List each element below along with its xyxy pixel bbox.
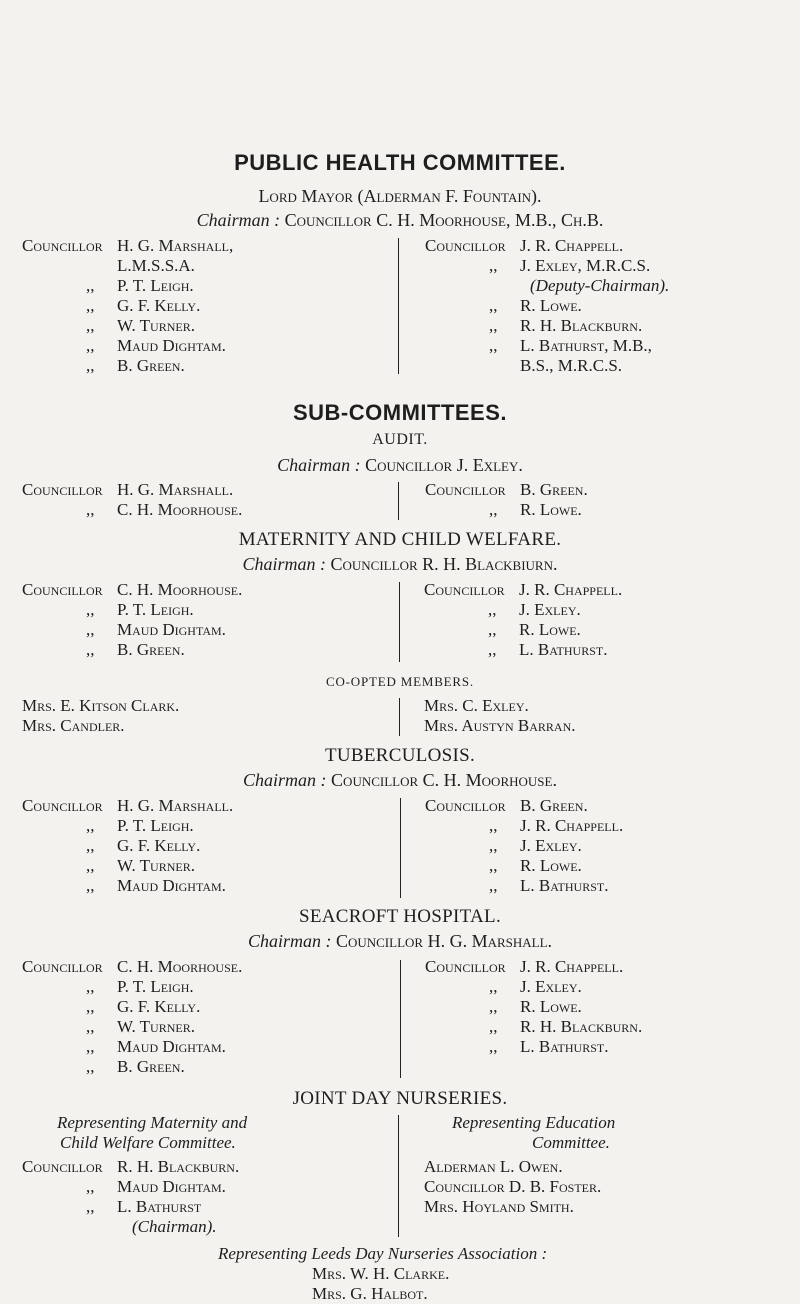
association-member: Mrs. W. H. Clarke. bbox=[312, 1264, 450, 1283]
member-name: J. R. Chappell. bbox=[520, 236, 624, 255]
member-name: Alderman L. Owen. bbox=[424, 1157, 563, 1176]
member-name: Councillor D. B. Foster. bbox=[424, 1177, 602, 1196]
member-name: L. Bathurst bbox=[117, 1197, 202, 1216]
column-divider bbox=[400, 798, 401, 898]
tuberculosis-title: TUBERCULOSIS. bbox=[324, 745, 476, 766]
ditto-mark: ,, bbox=[86, 997, 95, 1016]
member-name: L.M.S.S.A. bbox=[117, 256, 195, 275]
coopted-member: Mrs. Austyn Barran. bbox=[424, 716, 576, 735]
coopted-title: CO-OPTED MEMBERS. bbox=[326, 674, 474, 689]
chairman-label: Chairman : bbox=[247, 931, 332, 951]
coopted-member: Mrs. E. Kitson Clark. bbox=[22, 696, 180, 715]
ditto-mark: ,, bbox=[489, 316, 498, 335]
ditto-mark: ,, bbox=[488, 620, 497, 639]
chairman-name: Councillor J. Exley. bbox=[365, 455, 523, 475]
column-divider bbox=[398, 482, 399, 520]
association-heading: Representing Leeds Day Nurseries Association : bbox=[218, 1244, 548, 1263]
member-name: J. R. Chappell. bbox=[520, 816, 624, 835]
ditto-mark: ,, bbox=[488, 640, 497, 659]
member-note: (Chairman). bbox=[132, 1217, 217, 1236]
subcommittees-title: SUB-COMMITTEES. bbox=[292, 400, 508, 425]
ditto-mark: ,, bbox=[86, 876, 95, 895]
audit-title: AUDIT. bbox=[372, 431, 428, 448]
member-name: J. R. Chappell. bbox=[519, 580, 623, 599]
prefix-councillor: Councillor bbox=[424, 580, 505, 599]
ditto-mark: ,, bbox=[86, 640, 95, 659]
ditto-mark: ,, bbox=[489, 977, 498, 996]
member-name: L. Bathurst. bbox=[520, 1037, 609, 1056]
member-name: B. Green. bbox=[520, 480, 588, 499]
ditto-mark: ,, bbox=[489, 296, 498, 315]
member-name: W. Turner. bbox=[117, 856, 195, 875]
member-name: W. Turner. bbox=[117, 1017, 195, 1036]
prefix-councillor: Councillor bbox=[22, 480, 103, 499]
member-name: R. H. Blackburn. bbox=[117, 1157, 240, 1176]
lord-mayor-line bbox=[0, 186, 800, 207]
prefix-councillor: Councillor bbox=[425, 796, 506, 815]
member-name: B. Green. bbox=[117, 640, 185, 659]
ditto-mark: ,, bbox=[489, 256, 498, 275]
column-divider bbox=[400, 960, 401, 1078]
member-name: B. Green. bbox=[520, 796, 588, 815]
member-name: R. Lowe. bbox=[520, 296, 582, 315]
member-name: C. H. Moorhouse. bbox=[117, 500, 243, 519]
ditto-mark: ,, bbox=[86, 600, 95, 619]
member-name: R. H. Blackburn. bbox=[520, 1017, 643, 1036]
member-name: L. Bathurst. bbox=[519, 640, 608, 659]
member-name: B.S., M.R.C.S. bbox=[520, 356, 623, 375]
member-name: P. T. Leigh. bbox=[117, 600, 194, 619]
ditto-mark: ,, bbox=[86, 836, 95, 855]
member-name: J. Exley. bbox=[519, 600, 581, 619]
ditto-mark: ,, bbox=[86, 316, 95, 335]
chairman-label: Chairman : bbox=[243, 770, 327, 790]
maternity-chairman-line bbox=[0, 554, 800, 575]
maternity-title: MATERNITY AND CHILD WELFARE. bbox=[238, 529, 562, 550]
member-name: J. Exley. bbox=[520, 836, 582, 855]
member-name: B. Green. bbox=[117, 1057, 185, 1076]
member-name: R. Lowe. bbox=[520, 500, 582, 519]
tuberculosis-chairman-line bbox=[0, 770, 800, 791]
ditto-mark: ,, bbox=[489, 1037, 498, 1056]
member-name: P. T. Leigh. bbox=[117, 816, 194, 835]
chairman-name: Councillor C. H. Moorhouse. bbox=[331, 770, 557, 790]
prefix-councillor: Councillor bbox=[22, 796, 103, 815]
main-left-prefix: Councillor bbox=[22, 236, 103, 255]
column-divider bbox=[399, 698, 400, 736]
member-name: R. Lowe. bbox=[519, 620, 581, 639]
chairman-name: Councillor C. H. Moorhouse, M.B., Ch.B. bbox=[284, 210, 604, 230]
member-name: H. G. Marshall. bbox=[117, 796, 234, 815]
ditto-mark: ,, bbox=[489, 876, 498, 895]
ditto-mark: ,, bbox=[488, 600, 497, 619]
ditto-mark: ,, bbox=[86, 336, 95, 355]
prefix-councillor: Councillor bbox=[425, 480, 506, 499]
member-name: H. G. Marshall, bbox=[117, 236, 234, 255]
nurseries-right-heading: Representing Education bbox=[452, 1113, 616, 1132]
ditto-mark: ,, bbox=[86, 1017, 95, 1036]
ditto-mark: ,, bbox=[489, 1017, 498, 1036]
member-name: Maud Dightam. bbox=[117, 1177, 226, 1196]
member-name: J. Exley. bbox=[520, 977, 582, 996]
ditto-mark: ,, bbox=[489, 836, 498, 855]
member-name: R. H. Blackburn. bbox=[520, 316, 643, 335]
nurseries-right-heading: Committee. bbox=[532, 1133, 610, 1152]
chairman-name: Councillor R. H. Blackbiurn. bbox=[330, 554, 558, 574]
ditto-mark: ,, bbox=[86, 1057, 95, 1076]
member-name: Mrs. Hoyland Smith. bbox=[424, 1197, 574, 1216]
ditto-mark: ,, bbox=[86, 1177, 95, 1196]
chairman-label: Chairman : bbox=[277, 455, 361, 475]
member-name: C. H. Moorhouse. bbox=[117, 580, 243, 599]
member-name: Maud Dightam. bbox=[117, 876, 226, 895]
nurseries-left-heading: Child Welfare Committee. bbox=[60, 1133, 236, 1152]
ditto-mark: ,, bbox=[86, 276, 95, 295]
member-name: L. Bathurst. bbox=[520, 876, 609, 895]
ditto-mark: ,, bbox=[86, 1037, 95, 1056]
member-name: J. Exley, M.R.C.S. bbox=[520, 256, 651, 275]
member-name: C. H. Moorhouse. bbox=[117, 957, 243, 976]
member-name: L. Bathurst, M.B., bbox=[520, 336, 652, 355]
column-divider bbox=[398, 1115, 399, 1237]
ditto-mark: ,, bbox=[86, 356, 95, 375]
chairman-label: Chairman : bbox=[242, 554, 327, 574]
member-name: G. F. Kelly. bbox=[117, 296, 201, 315]
ditto-mark: ,, bbox=[86, 856, 95, 875]
prefix-councillor: Councillor bbox=[22, 957, 103, 976]
member-name: Maud Dightam. bbox=[117, 336, 226, 355]
page-title: PUBLIC HEALTH COMMITTEE. bbox=[234, 150, 566, 175]
ditto-mark: ,, bbox=[86, 1197, 95, 1216]
seacroft-chairman-line bbox=[0, 931, 800, 952]
ditto-mark: ,, bbox=[489, 856, 498, 875]
chairman-name: Councillor H. G. Marshall. bbox=[335, 931, 553, 951]
member-name: W. Turner. bbox=[117, 316, 195, 335]
nurseries-title: JOINT DAY NURSERIES. bbox=[292, 1088, 508, 1109]
ditto-mark: ,, bbox=[489, 997, 498, 1016]
ditto-mark: ,, bbox=[86, 816, 95, 835]
ditto-mark: ,, bbox=[86, 620, 95, 639]
member-name: H. G. Marshall. bbox=[117, 480, 234, 499]
member-name: J. R. Chappell. bbox=[520, 957, 624, 976]
member-name: R. Lowe. bbox=[520, 856, 582, 875]
chairman-line bbox=[0, 210, 800, 231]
ditto-mark: ,, bbox=[86, 296, 95, 315]
member-name: G. F. Kelly. bbox=[117, 836, 201, 855]
ditto-mark: ,, bbox=[489, 816, 498, 835]
prefix-councillor: Councillor bbox=[22, 580, 103, 599]
main-right-prefix: Councillor bbox=[425, 236, 506, 255]
prefix-councillor: Councillor bbox=[425, 957, 506, 976]
association-member: Mrs. G. Halbot. bbox=[312, 1284, 428, 1303]
lord-mayor-text: Lord Mayor (Alderman F. Fountain). bbox=[258, 186, 542, 206]
audit-chairman-line bbox=[0, 455, 800, 476]
coopted-member: Mrs. Candler. bbox=[22, 716, 125, 735]
chairman-label: Chairman : bbox=[196, 210, 281, 230]
member-name: Maud Dightam. bbox=[117, 620, 226, 639]
ditto-mark: ,, bbox=[489, 500, 498, 519]
ditto-mark: ,, bbox=[86, 977, 95, 996]
member-name: B. Green. bbox=[117, 356, 185, 375]
ditto-mark: ,, bbox=[86, 500, 95, 519]
member-name: Maud Dightam. bbox=[117, 1037, 226, 1056]
column-divider bbox=[398, 238, 399, 374]
seacroft-title: SEACROFT HOSPITAL. bbox=[298, 906, 501, 927]
prefix-councillor: Councillor bbox=[22, 1157, 103, 1176]
member-name: P. T. Leigh. bbox=[117, 276, 194, 295]
coopted-member: Mrs. C. Exley. bbox=[424, 696, 529, 715]
nurseries-left-heading: Representing Maternity and bbox=[57, 1113, 248, 1132]
member-name: R. Lowe. bbox=[520, 997, 582, 1016]
column-divider bbox=[399, 582, 400, 662]
member-name: G. F. Kelly. bbox=[117, 997, 201, 1016]
member-note: (Deputy-Chairman). bbox=[530, 276, 670, 295]
ditto-mark: ,, bbox=[489, 336, 498, 355]
member-name: P. T. Leigh. bbox=[117, 977, 194, 996]
